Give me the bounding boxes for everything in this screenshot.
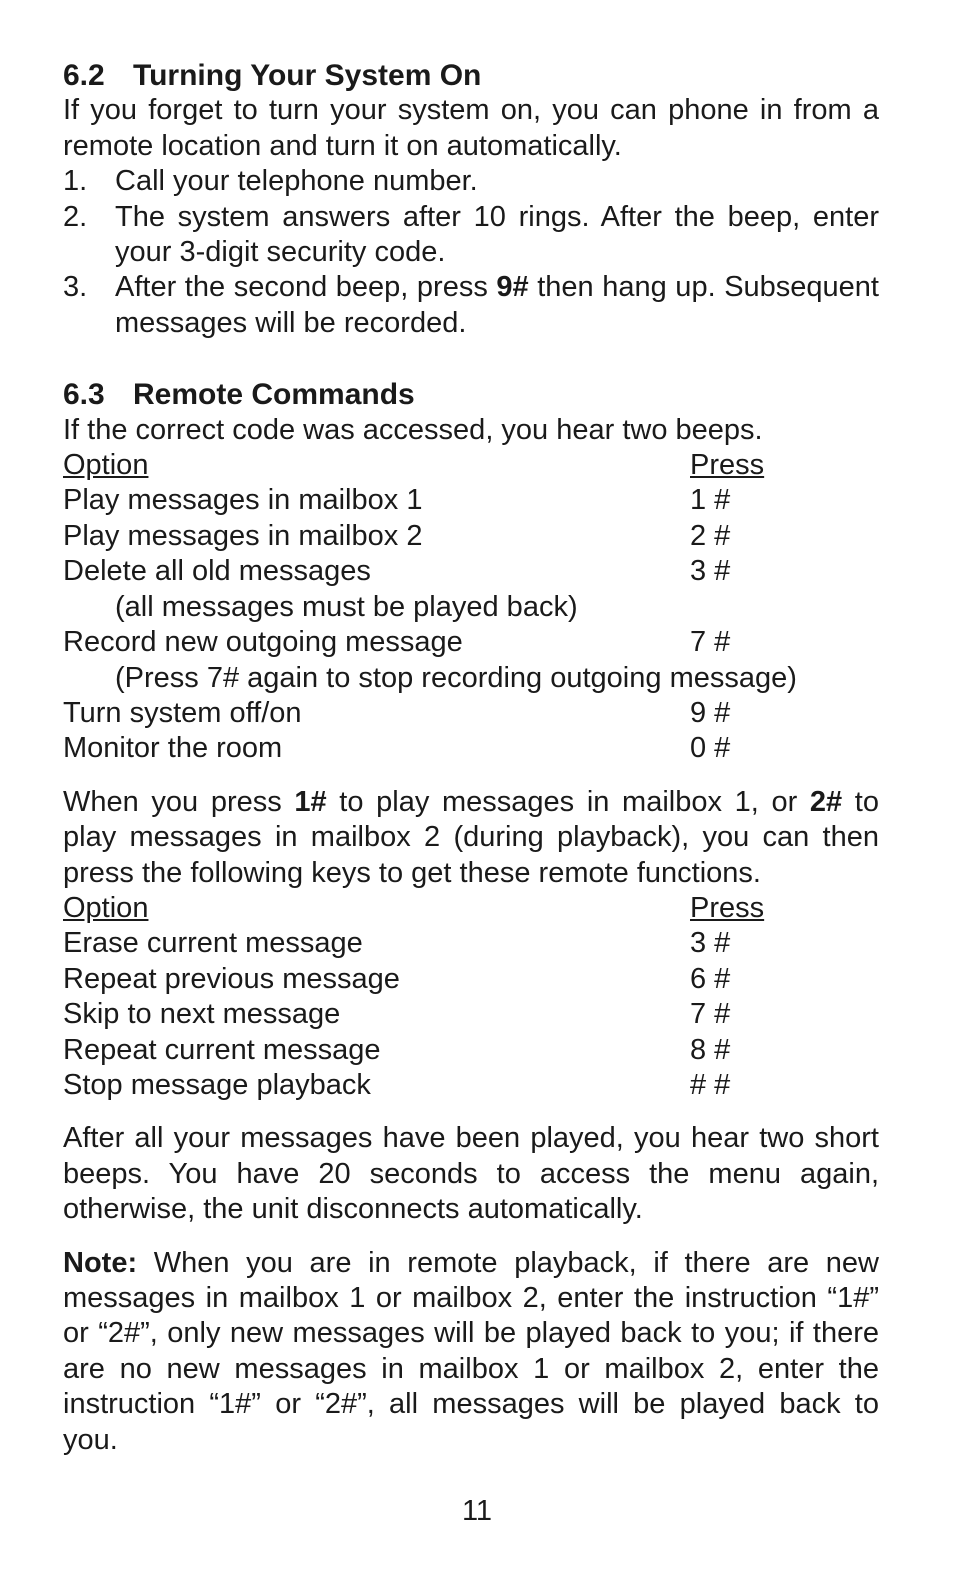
step-item	[63, 164, 879, 199]
option-cell: Skip to next message	[63, 998, 341, 1031]
note-paragraph	[63, 1246, 879, 1458]
press-cell: 7 #	[690, 998, 731, 1031]
step-item	[63, 200, 879, 271]
section-number: 6.3	[63, 378, 105, 412]
playback-table	[63, 891, 879, 1103]
table-row	[63, 731, 879, 766]
table-header	[63, 448, 879, 483]
table-row	[63, 519, 879, 554]
row-note: (all messages must be played back)	[115, 590, 578, 623]
table-row	[63, 926, 879, 961]
section-6-2-heading	[63, 58, 879, 93]
table-row	[63, 696, 879, 731]
press-cell: 9 #	[690, 696, 731, 729]
table-row	[63, 962, 879, 997]
option-header: Option	[63, 449, 149, 482]
section-6-3-heading	[63, 377, 879, 412]
table-header	[63, 891, 879, 926]
paragraph-text: to play messages in mailbox 1, or	[326, 785, 810, 818]
step-number: 1.	[63, 165, 88, 198]
section-title: Remote Commands	[133, 378, 415, 412]
step-text: then hang up. Subsequent messages will be recorded.	[115, 271, 879, 339]
section-title: Turning Your System On	[133, 59, 482, 92]
press-cell: 1 #	[690, 484, 731, 517]
option-cell: Turn system off/on	[63, 696, 302, 729]
step-item	[63, 270, 879, 341]
table-row	[63, 554, 879, 589]
option-header: Option	[63, 891, 149, 924]
manual-page	[63, 58, 879, 1458]
table-row	[63, 1068, 879, 1103]
step-text: The system answers after 10 rings. After the beep, enter your 3-digit security code.	[115, 200, 879, 269]
row-note: (Press 7# again to stop recording outgoing message)	[115, 661, 797, 694]
press-cell: 2 #	[690, 519, 731, 552]
step-text: After the second beep, press	[115, 271, 497, 304]
after-playback-paragraph: After all your messages have been played, you hear two short beeps. You have 20 seconds to access the menu again, otherwise, the unit disconnects automatically.	[63, 1122, 879, 1226]
step-number: 2.	[63, 200, 88, 233]
option-cell: Delete all old messages	[63, 555, 371, 588]
note-label: Note:	[63, 1246, 138, 1279]
press-cell: 3 #	[690, 927, 731, 960]
press-header: Press	[690, 449, 765, 482]
table-row	[63, 997, 879, 1032]
step-number: 3.	[63, 271, 88, 304]
playback-paragraph	[63, 785, 879, 891]
table-row	[63, 1033, 879, 1068]
section-6-2-intro: If you forget to turn your system on, you can phone in from a remote location and turn it on automatically.	[63, 94, 879, 162]
option-cell: Play messages in mailbox 2	[63, 519, 423, 552]
note-text: When you are in remote playback, if there are new messages in mailbox 1 or mailbox 2, enter the instruction “1#” or “2#”, only new messages will be played back to you; if there are no new messages in mailbox 1 or mailbox 2, enter the instruction “1#” or “2#”, all messages will be played back to you.	[63, 1246, 879, 1456]
table-row	[63, 483, 879, 518]
press-header: Press	[690, 891, 765, 924]
section-6-3-intro: If the correct code was accessed, you hear two beeps.	[63, 413, 763, 446]
press-cell: 6 #	[690, 962, 731, 995]
option-cell: Erase current message	[63, 927, 363, 960]
option-cell: Record new outgoing message	[63, 626, 463, 659]
key-code: 1#	[294, 785, 327, 818]
press-cell: 3 #	[690, 555, 731, 588]
option-cell: Monitor the room	[63, 732, 283, 765]
page-number: 11	[461, 1495, 493, 1527]
section-number: 6.2	[63, 59, 105, 92]
option-cell: Stop message playback	[63, 1068, 371, 1101]
step-text: Call your telephone number.	[115, 165, 478, 198]
press-cell: 7 #	[690, 626, 731, 659]
paragraph-text: When you press	[63, 785, 295, 818]
step-key: 9#	[496, 271, 529, 304]
option-cell: Play messages in mailbox 1	[63, 484, 423, 517]
key-code: 2#	[809, 785, 843, 818]
press-cell: # #	[690, 1068, 731, 1101]
press-cell: 0 #	[690, 732, 731, 765]
table-row	[63, 625, 879, 660]
press-cell: 8 #	[690, 1033, 731, 1066]
steps-list	[63, 164, 879, 341]
option-cell: Repeat current message	[63, 1033, 381, 1066]
option-cell: Repeat previous message	[63, 962, 400, 995]
paragraph-text: to play messages in mailbox 2 (during playback), you can then press the following keys to get these remote functions.	[63, 785, 879, 889]
commands-table	[63, 448, 879, 767]
